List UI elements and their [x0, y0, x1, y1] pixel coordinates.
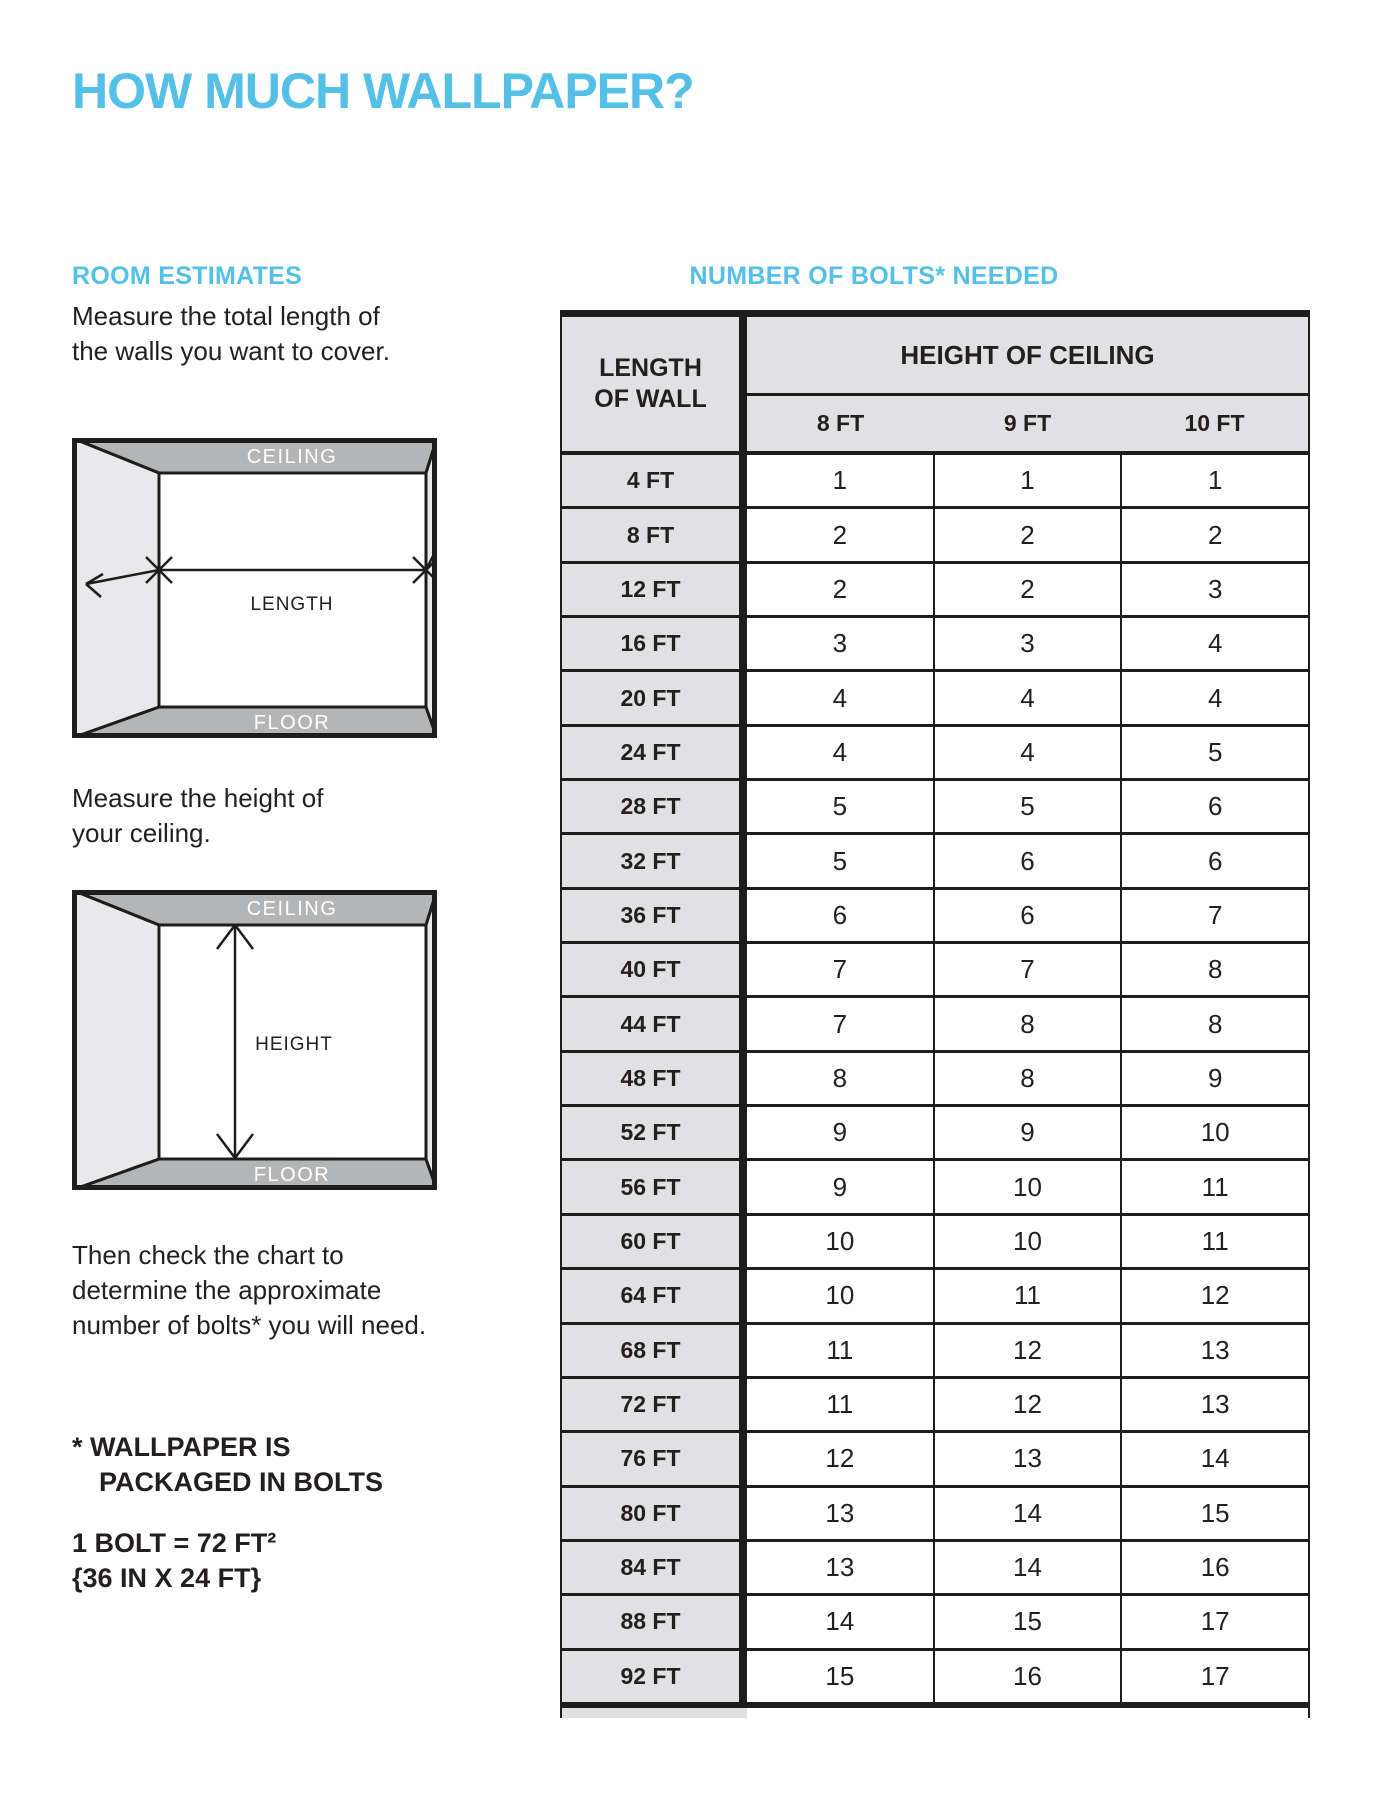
table-row [562, 1379, 1308, 1433]
corner-header-line: OF WALL [594, 385, 707, 413]
bolt-count-cell: 16 [1120, 1542, 1308, 1593]
bolt-count-cell: 10 [933, 1216, 1121, 1267]
ceiling-label: CEILING [246, 446, 338, 468]
bolt-count-cell: 17 [1120, 1596, 1308, 1647]
bolt-count-cell: 12 [933, 1379, 1121, 1430]
table-header [562, 317, 1308, 451]
section-heading-bolts-needed: NUMBER OF BOLTS* NEEDED [689, 262, 1059, 290]
row-length-header: 40 FT [562, 944, 747, 995]
bolt-count-cell: 2 [747, 564, 933, 615]
row-length-header: 28 FT [562, 781, 747, 832]
column-headers-row [747, 396, 1308, 451]
bolt-count-cell: 6 [1120, 781, 1308, 832]
bolt-count-cell: 4 [933, 727, 1121, 778]
page-title: HOW MUCH WALLPAPER? [72, 63, 694, 119]
bolt-count-cell: 13 [1120, 1325, 1308, 1376]
bolt-count-cell: 13 [747, 1488, 933, 1539]
bolt-count-cell: 5 [747, 835, 933, 886]
bolt-count-cell: 1 [747, 455, 933, 506]
room-height-diagram [72, 890, 437, 1190]
bolt-count-cell: 15 [933, 1596, 1121, 1647]
table-row [562, 1488, 1308, 1542]
row-length-header: 44 FT [562, 998, 747, 1049]
row-length-header: 8 FT [562, 509, 747, 560]
bolt-count-cell: 4 [747, 727, 933, 778]
row-length-header: 92 FT [562, 1651, 747, 1702]
row-length-header: 64 FT [562, 1270, 747, 1321]
row-length-header: 12 FT [562, 564, 747, 615]
table-row [562, 1053, 1308, 1107]
bolt-count-cell: 14 [933, 1488, 1121, 1539]
bolt-count-cell: 1 [933, 455, 1121, 506]
bolt-count-cell: 15 [1120, 1488, 1308, 1539]
footnote-bolt-size [72, 1526, 276, 1596]
bolt-count-cell: 11 [747, 1325, 933, 1376]
bolt-count-cell: 8 [933, 998, 1121, 1049]
ceiling-label: CEILING [246, 898, 338, 920]
instruction-line: Measure the total length of [72, 301, 380, 331]
bolt-count-cell: 17 [1120, 1651, 1308, 1702]
bolt-count-cell: 9 [933, 1107, 1121, 1158]
bolt-count-cell: 4 [747, 672, 933, 723]
bolt-count-cell: 12 [1120, 1270, 1308, 1321]
bolt-count-cell: 10 [747, 1216, 933, 1267]
instruction-line: Then check the chart to [72, 1240, 344, 1270]
table-row [562, 564, 1308, 618]
table-row [562, 1596, 1308, 1650]
bolt-count-cell: 2 [933, 564, 1121, 615]
bolt-count-cell: 5 [933, 781, 1121, 832]
table-top-border [562, 310, 1308, 317]
row-length-header: 60 FT [562, 1216, 747, 1267]
bolt-count-cell: 2 [1120, 509, 1308, 560]
row-length-header: 36 FT [562, 890, 747, 941]
bolt-count-cell: 16 [933, 1651, 1121, 1702]
height-label: HEIGHT [255, 1034, 333, 1055]
table-row [562, 672, 1308, 726]
bolt-count-cell: 9 [1120, 1053, 1308, 1104]
row-length-header: 32 FT [562, 835, 747, 886]
row-length-header: 72 FT [562, 1379, 747, 1430]
bolt-count-cell: 1 [1120, 455, 1308, 506]
row-length-header: 52 FT [562, 1107, 747, 1158]
table-row [562, 727, 1308, 781]
row-length-header: 84 FT [562, 1542, 747, 1593]
bolt-count-cell: 7 [747, 998, 933, 1049]
section-heading-room-estimates: ROOM ESTIMATES [72, 262, 303, 290]
length-label: LENGTH [250, 594, 334, 615]
bolt-count-cell: 2 [747, 509, 933, 560]
column-header-10ft: 10 FT [1184, 410, 1245, 436]
row-length-header: 88 FT [562, 1596, 747, 1647]
bolt-count-cell: 13 [747, 1542, 933, 1593]
footnote-line: 1 BOLT = 72 FT² [72, 1528, 277, 1558]
floor-label: FLOOR [253, 712, 331, 734]
row-length-header: 16 FT [562, 618, 747, 669]
bolt-count-cell: 12 [747, 1433, 933, 1484]
bolt-count-cell: 14 [933, 1542, 1121, 1593]
bolt-count-cell: 3 [933, 618, 1121, 669]
table-body [562, 455, 1308, 1702]
bolt-count-cell: 11 [933, 1270, 1121, 1321]
bolt-count-cell: 8 [1120, 998, 1308, 1049]
bolt-count-cell: 6 [933, 890, 1121, 941]
table-row [562, 1651, 1308, 1702]
bolt-count-cell: 7 [747, 944, 933, 995]
instruction-line: your ceiling. [72, 818, 211, 848]
header-right-block [747, 317, 1308, 451]
table-row [562, 835, 1308, 889]
footnote-line: PACKAGED IN BOLTS [99, 1467, 384, 1497]
bolt-count-cell: 8 [1120, 944, 1308, 995]
bolt-count-cell: 6 [933, 835, 1121, 886]
bolt-count-cell: 7 [933, 944, 1121, 995]
bolts-table [560, 310, 1310, 1718]
room-length-diagram-svg [72, 438, 437, 738]
bolt-count-cell: 11 [1120, 1216, 1308, 1267]
bolt-count-cell: 8 [747, 1053, 933, 1104]
table-row [562, 998, 1308, 1052]
bolt-count-cell: 14 [1120, 1433, 1308, 1484]
row-length-header: 24 FT [562, 727, 747, 778]
instruction-line: the walls you want to cover. [72, 336, 390, 366]
bolt-count-cell: 6 [1120, 835, 1308, 886]
floor-label: FLOOR [253, 1164, 331, 1186]
row-length-header: 4 FT [562, 455, 747, 506]
group-header-height-of-ceiling: HEIGHT OF CEILING [747, 317, 1308, 396]
bolt-count-cell: 4 [1120, 618, 1308, 669]
table-row [562, 1433, 1308, 1487]
left-wall-face [72, 890, 159, 1190]
left-wall-face [72, 438, 159, 738]
bolt-count-cell: 3 [747, 618, 933, 669]
row-length-header: 20 FT [562, 672, 747, 723]
bolt-count-cell: 13 [933, 1433, 1121, 1484]
instruction-line: Measure the height of [72, 783, 324, 813]
table-row [562, 1161, 1308, 1215]
bolt-count-cell: 9 [747, 1107, 933, 1158]
table-row [562, 1325, 1308, 1379]
table-row [562, 781, 1308, 835]
bolt-count-cell: 8 [933, 1053, 1121, 1104]
row-length-header: 48 FT [562, 1053, 747, 1104]
corner-header-length-of-wall [562, 317, 747, 451]
row-length-header: 76 FT [562, 1433, 747, 1484]
footnote-packaged-in-bolts [72, 1430, 383, 1500]
bolt-count-cell: 11 [1120, 1161, 1308, 1212]
table-row [562, 455, 1308, 509]
bolt-count-cell: 13 [1120, 1379, 1308, 1430]
bolt-count-cell: 10 [933, 1161, 1121, 1212]
bolt-count-cell: 3 [1120, 564, 1308, 615]
bolt-count-cell: 2 [933, 509, 1121, 560]
bolt-count-cell: 14 [747, 1596, 933, 1647]
table-row [562, 618, 1308, 672]
table-row [562, 890, 1308, 944]
bolt-count-cell: 5 [747, 781, 933, 832]
corner-header-line: LENGTH [599, 354, 702, 382]
bolt-count-cell: 11 [747, 1379, 933, 1430]
room-height-diagram-svg [72, 890, 437, 1190]
instruction-line: determine the approximate [72, 1275, 382, 1305]
column-header-9ft: 9 FT [1003, 410, 1052, 436]
bolt-count-cell: 4 [1120, 672, 1308, 723]
bolt-count-cell: 5 [1120, 727, 1308, 778]
table-row [562, 1216, 1308, 1270]
room-length-diagram [72, 438, 437, 738]
bolt-count-cell: 10 [1120, 1107, 1308, 1158]
table-row [562, 1107, 1308, 1161]
instruction-measure-length [72, 299, 390, 369]
row-length-header: 80 FT [562, 1488, 747, 1539]
table-row [562, 1270, 1308, 1324]
instruction-check-chart [72, 1238, 426, 1343]
cropped-next-row-sliver [562, 1708, 747, 1718]
table-row [562, 1542, 1308, 1596]
bolt-count-cell: 9 [747, 1161, 933, 1212]
bolt-count-cell: 12 [933, 1325, 1121, 1376]
bolt-count-cell: 15 [747, 1651, 933, 1702]
instruction-measure-height [72, 781, 324, 851]
row-length-header: 68 FT [562, 1325, 747, 1376]
bolt-count-cell: 6 [747, 890, 933, 941]
footnote-line: {36 IN X 24 FT} [72, 1563, 262, 1593]
instruction-line: number of bolts* you will need. [72, 1310, 427, 1340]
bolt-count-cell: 7 [1120, 890, 1308, 941]
column-header-8ft: 8 FT [816, 410, 865, 436]
footnote-line: * WALLPAPER IS [72, 1432, 291, 1462]
bolt-count-cell: 4 [933, 672, 1121, 723]
table-row [562, 944, 1308, 998]
row-length-header: 56 FT [562, 1161, 747, 1212]
bolt-count-cell: 10 [747, 1270, 933, 1321]
table-row [562, 509, 1308, 563]
